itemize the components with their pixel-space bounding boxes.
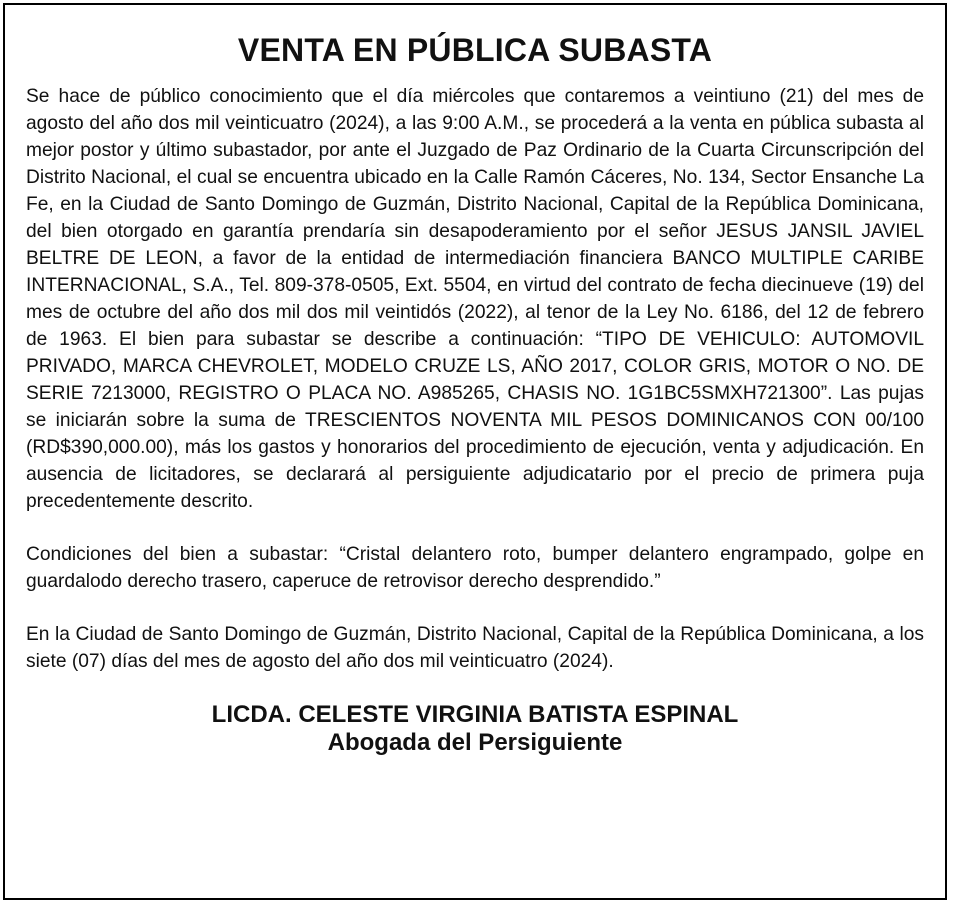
- notice-body-paragraph: Se hace de público conocimiento que el día miércoles que contaremos a veintiuno (21) del mes de agosto del año dos mil veinticuatro (2024), a las 9:00 A.M., se procederá a la venta en pública subasta al mejor postor y último subastador, por ante el Juzgado de Paz Ordinario de la Cuarta Circunscripción del Distrito Nacional, el cual se encuentra ubicado en la Calle Ramón Cáceres, No. 134, Sector Ensanche La Fe, en la Ciudad de Santo Domingo de Guzmán, Distrito Nacional, Capital de la República Dominicana, del bien otorgado en garantía prendaría sin desapoderamiento por el señor JESUS JANSIL JAVIEL BELTRE DE LEON, a favor de la entidad de intermediación financiera BANCO MULTIPLE CARIBE INTERNACIONAL, S.A., Tel. 809-378-0505, Ext. 5504, en virtud del contrato de fecha diecinueve (19) del mes de octubre del año dos mil dos mil veintidós (2022), al tenor de la Ley No. 6186, del 12 de febrero de 1963. El bien para subastar se describe a continuación: “TIPO DE VEHICULO: AUTOMOVIL PRIVADO, MARCA CHEVROLET, MODELO CRUZE LS, AÑO 2017, COLOR GRIS, MOTOR O NO. DE SERIE 7213000, REGISTRO O PLACA NO. A985265, CHASIS NO. 1G1BC5SMXH721300”. Las pujas se iniciarán sobre la suma de TRESCIENTOS NOVENTA MIL PESOS DOMINICANOS CON 00/100 (RD$390,000.00), más los gastos y honorarios del procedimiento de ejecución, venta y adjudicación. En ausencia de licitadores, se declarará al persiguiente adjudicatario por el precio de primera puja precedentemente descrito.: [26, 86, 924, 512]
- notice-title: VENTA EN PÚBLICA SUBASTA: [237, 32, 713, 68]
- legal-notice-box: [3, 3, 947, 900]
- asset-conditions-paragraph: Condiciones del bien a subastar: “Cristal delantero roto, bumper delantero engrampado, golpe en guardalodo derecho trasero, caperuce de retrovisor derecho desprendido.”: [26, 544, 924, 592]
- signatory-role: Abogada del Persiguiente: [327, 729, 623, 756]
- signature-block: [26, 701, 924, 757]
- signatory-name: LICDA. CELESTE VIRGINIA BATISTA ESPINAL: [211, 701, 739, 728]
- place-date-paragraph: En la Ciudad de Santo Domingo de Guzmán, Distrito Nacional, Capital de la República Dominicana, a los siete (07) días del mes de agosto del año dos mil veinticuatro (2024).: [26, 624, 924, 672]
